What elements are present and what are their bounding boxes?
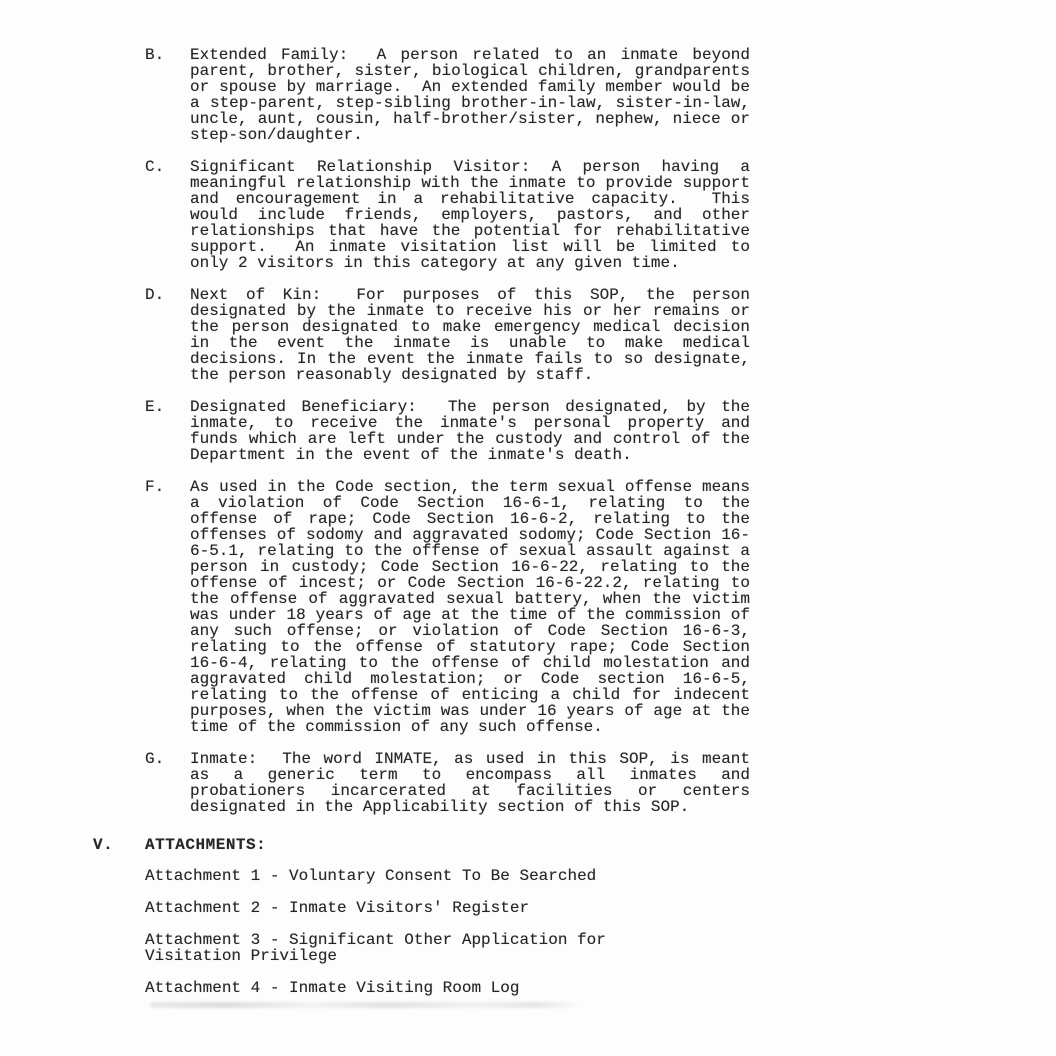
text-line: and encouragement in a rehabilitative capacity. This — [190, 190, 750, 208]
text-line: 16-6-4, relating to the offense of child molestation and — [190, 654, 750, 672]
text-line: a violation of Code Section 16-6-1, relating to the — [190, 494, 750, 512]
definition-item-d — [145, 287, 753, 383]
text-line: Extended Family: A person related to an inmate beyond — [190, 46, 750, 64]
text-line: was under 18 years of age at the time of the commission of — [190, 606, 750, 624]
text-line: Designated Beneficiary: The person designated, by the — [190, 398, 750, 416]
text-line: a step-parent, step-sibling brother-in-law, sister-in-law, — [190, 94, 750, 112]
attachment-item-2 — [145, 900, 705, 916]
text-line: aggravated child molestation; or Code section 16-6-5, — [190, 670, 750, 688]
text-line: decisions. In the event the inmate fails to so designate, — [190, 350, 750, 368]
text-line: purposes, when the victim was under 16 years of age at the — [190, 702, 750, 720]
definition-letter: E. — [145, 398, 165, 416]
text-line: inmate, to receive the inmate's personal property and — [190, 414, 750, 432]
text-line: person in custody; Code Section 16-6-22, relating to the — [190, 558, 750, 576]
definition-letter: C. — [145, 158, 165, 176]
attachment-item-4 — [145, 980, 705, 996]
text-line: Attachment 3 - Significant Other Application for — [145, 931, 606, 949]
definition-letter: G. — [145, 750, 165, 768]
definitions-list — [93, 47, 753, 815]
definition-paragraph — [190, 399, 750, 463]
text-line: probationers incarcerated at facilities or centers — [190, 782, 750, 800]
text-line: Inmate: The word INMATE, as used in this SOP, is meant — [190, 750, 750, 768]
text-line: or spouse by marriage. An extended family member would be — [190, 78, 750, 96]
definition-paragraph — [190, 751, 750, 815]
definition-paragraph — [190, 159, 750, 271]
text-line: in the event the inmate is unable to make medical — [190, 334, 750, 352]
text-line: the person designated to make emergency medical decision — [190, 318, 750, 336]
definition-letter: F. — [145, 478, 165, 496]
text-line: relating to the offense of enticing a child for indecent — [190, 686, 750, 704]
text-line: the offense of aggravated sexual battery, when the victim — [190, 590, 750, 608]
definition-item-e — [145, 399, 753, 463]
attachments-section-heading — [93, 837, 753, 853]
scan-artifact — [150, 1002, 580, 1008]
section-numeral: V. — [93, 836, 114, 854]
definition-paragraph — [190, 287, 750, 383]
text-line: relating to the offense of statutory rape; Code Section — [190, 638, 750, 656]
definition-item-f — [145, 479, 753, 735]
text-line: offenses of sodomy and aggravated sodomy; Code Section 16- — [190, 526, 750, 544]
attachments-list — [145, 868, 705, 996]
text-line: would include friends, employers, pastors, and other — [190, 206, 750, 224]
attachment-item-3 — [145, 932, 705, 964]
text-line: Significant Relationship Visitor: A person having a — [190, 158, 750, 176]
text-line: offense of rape; Code Section 16-6-2, relating to the — [190, 510, 750, 528]
text-line: Attachment 2 - Inmate Visitors' Register — [145, 899, 530, 917]
definition-paragraph — [190, 47, 750, 143]
text-line: designated by the inmate to receive his or her remains or — [190, 302, 750, 320]
text-line: time of the commission of any such offense. — [190, 718, 603, 736]
attachment-item-1 — [145, 868, 705, 884]
text-line: parent, brother, sister, biological children, grandparents — [190, 62, 750, 80]
definition-letter: D. — [145, 286, 165, 304]
document-content — [93, 47, 753, 1012]
text-line: only 2 visitors in this category at any given time. — [190, 254, 680, 272]
text-line: offense of incest; or Code Section 16-6-22.2, relating to — [190, 574, 750, 592]
text-line: meaningful relationship with the inmate to provide support — [190, 174, 750, 192]
text-line: the person reasonably designated by staff. — [190, 366, 594, 384]
text-line: step-son/daughter. — [190, 126, 363, 144]
text-line: As used in the Code section, the term sexual offense means — [190, 478, 750, 496]
definition-item-c — [145, 159, 753, 271]
text-line: funds which are left under the custody and control of the — [190, 430, 750, 448]
definition-paragraph — [190, 479, 750, 735]
text-line: designated in the Applicability section of this SOP. — [190, 798, 690, 816]
text-line: Next of Kin: For purposes of this SOP, the person — [190, 286, 750, 304]
definition-item-g — [145, 751, 753, 815]
text-line: Attachment 1 - Voluntary Consent To Be Searched — [145, 867, 597, 885]
attachments-heading-label: ATTACHMENTS: — [145, 836, 267, 854]
text-line: 6-5.1, relating to the offense of sexual assault against a — [190, 542, 750, 560]
text-line: Visitation Privilege — [145, 947, 338, 965]
definition-item-b — [145, 47, 753, 143]
definition-letter: B. — [145, 46, 165, 64]
text-line: relationships that have the potential for rehabilitative — [190, 222, 750, 240]
text-line: Department in the event of the inmate's death. — [190, 446, 632, 464]
text-line: uncle, aunt, cousin, half-brother/sister, nephew, niece or — [190, 110, 750, 128]
text-line: Attachment 4 - Inmate Visiting Room Log — [145, 979, 520, 997]
text-line: support. An inmate visitation list will be limited to — [190, 238, 750, 256]
text-line: as a generic term to encompass all inmates and — [190, 766, 750, 784]
text-line: any such offense; or violation of Code Section 16-6-3, — [190, 622, 750, 640]
